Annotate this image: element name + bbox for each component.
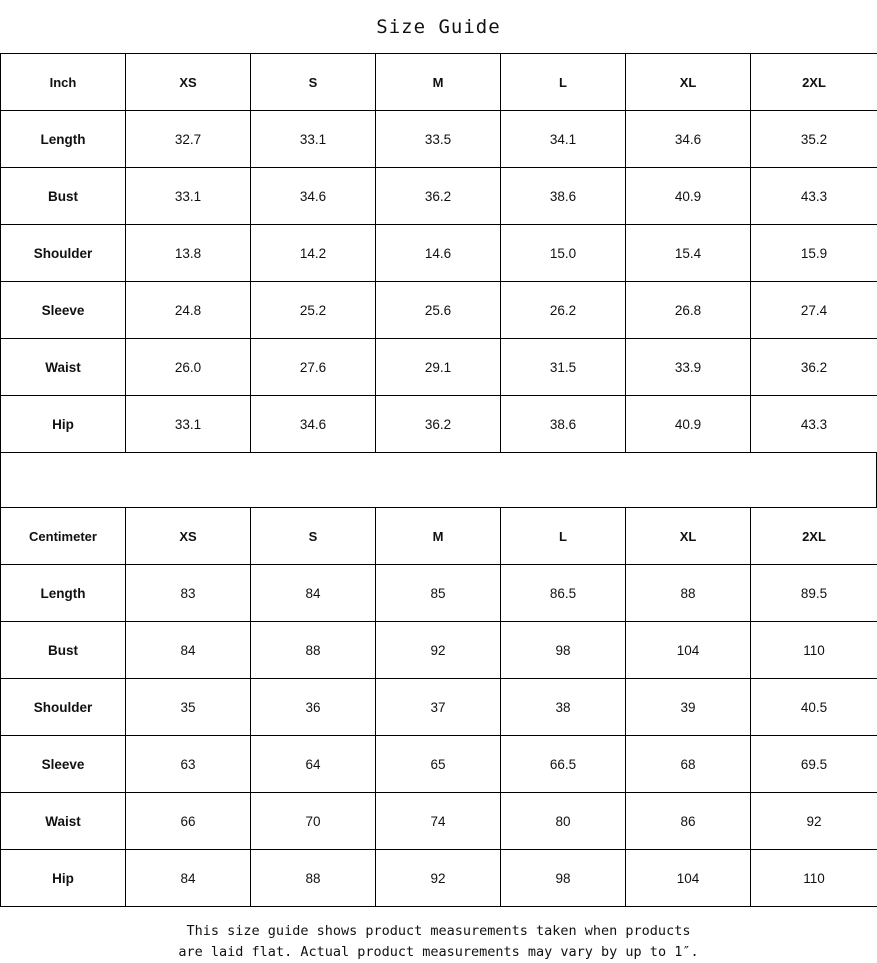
measurement-value: 92 [376, 622, 501, 679]
size-header-2xl: 2XL [751, 54, 877, 111]
measurement-value: 33.9 [626, 339, 751, 396]
measurement-value: 98 [501, 850, 626, 907]
measurement-value: 26.8 [626, 282, 751, 339]
measurement-value: 104 [626, 622, 751, 679]
measurement-value: 13.8 [126, 225, 251, 282]
table-row [1, 793, 877, 850]
measurement-value: 40.9 [626, 396, 751, 453]
measurement-label: Hip [1, 850, 126, 907]
measurement-value: 14.2 [251, 225, 376, 282]
size-header-m: M [376, 54, 501, 111]
measurement-value: 27.6 [251, 339, 376, 396]
table-row [1, 225, 877, 282]
measurement-value: 36.2 [376, 396, 501, 453]
size-header-xs: XS [126, 54, 251, 111]
measurement-value: 34.6 [626, 111, 751, 168]
measurement-value: 63 [126, 736, 251, 793]
measurement-value: 65 [376, 736, 501, 793]
measurement-value: 36.2 [751, 339, 877, 396]
measurement-value: 36.2 [376, 168, 501, 225]
size-header-s: S [251, 54, 376, 111]
table-header-row [1, 508, 877, 565]
size-header-s: S [251, 508, 376, 565]
inch-size-table [0, 53, 877, 453]
measurement-value: 68 [626, 736, 751, 793]
measurement-value: 80 [501, 793, 626, 850]
measurement-value: 84 [251, 565, 376, 622]
table-row [1, 622, 877, 679]
table-row [1, 339, 877, 396]
table-header-row [1, 54, 877, 111]
measurement-value: 92 [751, 793, 877, 850]
footnote [0, 907, 877, 963]
measurement-value: 14.6 [376, 225, 501, 282]
measurement-value: 29.1 [376, 339, 501, 396]
measurement-value: 70 [251, 793, 376, 850]
measurement-value: 36 [251, 679, 376, 736]
measurement-label: Waist [1, 339, 126, 396]
measurement-value: 33.5 [376, 111, 501, 168]
measurement-value: 26.0 [126, 339, 251, 396]
table-row [1, 736, 877, 793]
measurement-value: 38 [501, 679, 626, 736]
table-row [1, 396, 877, 453]
measurement-value: 39 [626, 679, 751, 736]
size-header-l: L [501, 508, 626, 565]
measurement-label: Length [1, 111, 126, 168]
measurement-value: 34.6 [251, 396, 376, 453]
size-header-xl: XL [626, 508, 751, 565]
table-row [1, 282, 877, 339]
measurement-value: 40.9 [626, 168, 751, 225]
table-separator [0, 453, 877, 507]
measurement-value: 35 [126, 679, 251, 736]
measurement-value: 25.6 [376, 282, 501, 339]
measurement-value: 38.6 [501, 168, 626, 225]
measurement-value: 31.5 [501, 339, 626, 396]
size-header-2xl: 2XL [751, 508, 877, 565]
footnote-line-2: are laid flat. Actual product measurements may vary by up to 1″. [0, 942, 877, 963]
measurement-label: Waist [1, 793, 126, 850]
table-row [1, 679, 877, 736]
size-header-m: M [376, 508, 501, 565]
table-row [1, 168, 877, 225]
page-title: Size Guide [0, 0, 877, 53]
measurement-value: 38.6 [501, 396, 626, 453]
measurement-label: Sleeve [1, 282, 126, 339]
measurement-value: 98 [501, 622, 626, 679]
measurement-value: 32.7 [126, 111, 251, 168]
measurement-value: 33.1 [251, 111, 376, 168]
measurement-value: 33.1 [126, 396, 251, 453]
footnote-line-1: This size guide shows product measurements taken when products [0, 921, 877, 942]
measurement-value: 84 [126, 622, 251, 679]
centimeter-size-table [0, 507, 877, 907]
measurement-value: 74 [376, 793, 501, 850]
measurement-value: 89.5 [751, 565, 877, 622]
measurement-value: 85 [376, 565, 501, 622]
measurement-label: Hip [1, 396, 126, 453]
table-row [1, 850, 877, 907]
measurement-value: 86 [626, 793, 751, 850]
measurement-value: 110 [751, 850, 877, 907]
measurement-value: 88 [626, 565, 751, 622]
measurement-label: Sleeve [1, 736, 126, 793]
unit-label: Centimeter [1, 508, 126, 565]
measurement-value: 84 [126, 850, 251, 907]
measurement-value: 64 [251, 736, 376, 793]
size-header-l: L [501, 54, 626, 111]
measurement-value: 66 [126, 793, 251, 850]
measurement-label: Shoulder [1, 225, 126, 282]
measurement-value: 88 [251, 850, 376, 907]
measurement-value: 43.3 [751, 396, 877, 453]
measurement-value: 15.9 [751, 225, 877, 282]
measurement-value: 15.4 [626, 225, 751, 282]
size-header-xl: XL [626, 54, 751, 111]
measurement-value: 35.2 [751, 111, 877, 168]
measurement-label: Bust [1, 622, 126, 679]
size-header-xs: XS [126, 508, 251, 565]
table-row [1, 565, 877, 622]
measurement-label: Bust [1, 168, 126, 225]
measurement-value: 40.5 [751, 679, 877, 736]
measurement-label: Length [1, 565, 126, 622]
measurement-value: 88 [251, 622, 376, 679]
table-row [1, 111, 877, 168]
measurement-value: 34.6 [251, 168, 376, 225]
measurement-value: 66.5 [501, 736, 626, 793]
unit-label: Inch [1, 54, 126, 111]
measurement-value: 83 [126, 565, 251, 622]
measurement-value: 33.1 [126, 168, 251, 225]
measurement-value: 43.3 [751, 168, 877, 225]
measurement-value: 15.0 [501, 225, 626, 282]
measurement-value: 69.5 [751, 736, 877, 793]
measurement-label: Shoulder [1, 679, 126, 736]
measurement-value: 27.4 [751, 282, 877, 339]
measurement-value: 26.2 [501, 282, 626, 339]
measurement-value: 37 [376, 679, 501, 736]
measurement-value: 110 [751, 622, 877, 679]
measurement-value: 25.2 [251, 282, 376, 339]
measurement-value: 24.8 [126, 282, 251, 339]
measurement-value: 86.5 [501, 565, 626, 622]
measurement-value: 34.1 [501, 111, 626, 168]
measurement-value: 92 [376, 850, 501, 907]
measurement-value: 104 [626, 850, 751, 907]
